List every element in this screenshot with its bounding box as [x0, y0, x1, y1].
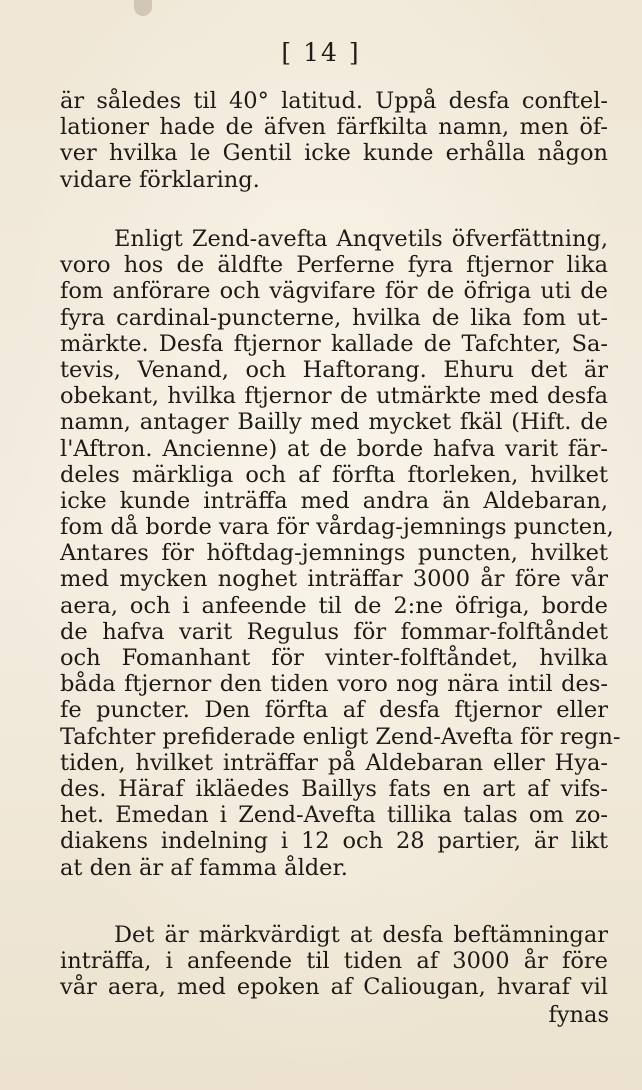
text-line: des. Häraf ikläedes Baillys fats en art af vifs-: [60, 775, 608, 802]
text-line: icke kunde inträffa med andra än Aldebaran,: [60, 487, 608, 514]
text-line: fom då borde vara för vårdag-jemnings puncten,: [60, 514, 614, 541]
page-number: [ 14 ]: [281, 38, 361, 67]
text-line: deles märkliga och af förfta ftorleken, hvilket: [60, 461, 608, 488]
text-line: de hafva varit Regulus för fommar-folftåndet: [60, 618, 608, 645]
paragraph-3: [60, 922, 608, 1001]
text-line: är således til 40° latitud. Uppå desfa conftel-: [60, 88, 608, 114]
text-line: båda ftjernor den tiden voro nog nära intil des-: [60, 671, 608, 698]
catchword: fynas: [548, 1002, 609, 1028]
paragraph-2: [60, 226, 621, 881]
text-line: diakens indelning i 12 och 28 partier, är likt: [60, 828, 608, 855]
text-line: het. Emedan i Zend-Avefta tillika talas om zo-: [60, 802, 608, 829]
text-line: obekant, hvilka ftjernor de utmärkte med desfa: [60, 383, 608, 410]
text-line: namn, antager Bailly med mycket fkäl (Hift. de: [60, 409, 608, 436]
text-line: inträffa, i anfeende til tiden af 3000 år före: [60, 948, 608, 975]
text-line: lationer hade de äfven färfkilta namn, men öf-: [60, 114, 608, 141]
text-line: vår aera, med epoken af Caliougan, hvaraf vil: [60, 974, 608, 1001]
text-line: aera, och i anfeende til de 2:ne öfriga, borde: [60, 592, 608, 619]
text-line: fyra cardinal-puncterne, hvilka de lika fom ut-: [60, 304, 608, 331]
text-line: Antares för höftdag-jemnings puncten, hvilket: [60, 540, 608, 567]
page-edge-mark: [134, 0, 152, 16]
text-line: Enligt Zend-avefta Anqvetils öfverfättning,: [114, 226, 608, 252]
text-line: och Fomanhant för vinter-folftåndet, hvilka: [60, 645, 608, 671]
text-line: at den är af famma ålder.: [60, 854, 348, 881]
text-line: l'Aftron. Ancienne) at de borde hafva varit fär-: [60, 435, 608, 462]
text-line: Det är märkvärdigt at desfa beftämningar: [114, 922, 608, 948]
text-line: voro hos de äldfte Perferne fyra ftjernor lika: [60, 252, 608, 279]
text-line: tiden, hvilket inträffar på Aldebaran eller Hya-: [60, 749, 608, 776]
text-line: vidare förklaring.: [60, 166, 260, 193]
text-line: märkte. Desfa ftjernor kallade de Tafchter, Sa-: [60, 330, 608, 357]
text-line: fe puncter. Den förfta af desfa ftjernor eller: [60, 697, 608, 724]
paragraph-1: [60, 88, 608, 193]
text-line: tevis, Venand, och Haftorang. Ehuru det är: [60, 356, 608, 383]
text-line: med mycken noghet inträffar 3000 år före vår: [60, 566, 608, 593]
text-line: ver hvilka le Gentil icke kunde erhålla någon: [60, 140, 608, 167]
text-line: Tafchter prefiderade enligt Zend-Avefta för regn-: [60, 723, 621, 750]
text-line: fom anförare och vägvifare för de öfriga uti de: [60, 278, 608, 305]
